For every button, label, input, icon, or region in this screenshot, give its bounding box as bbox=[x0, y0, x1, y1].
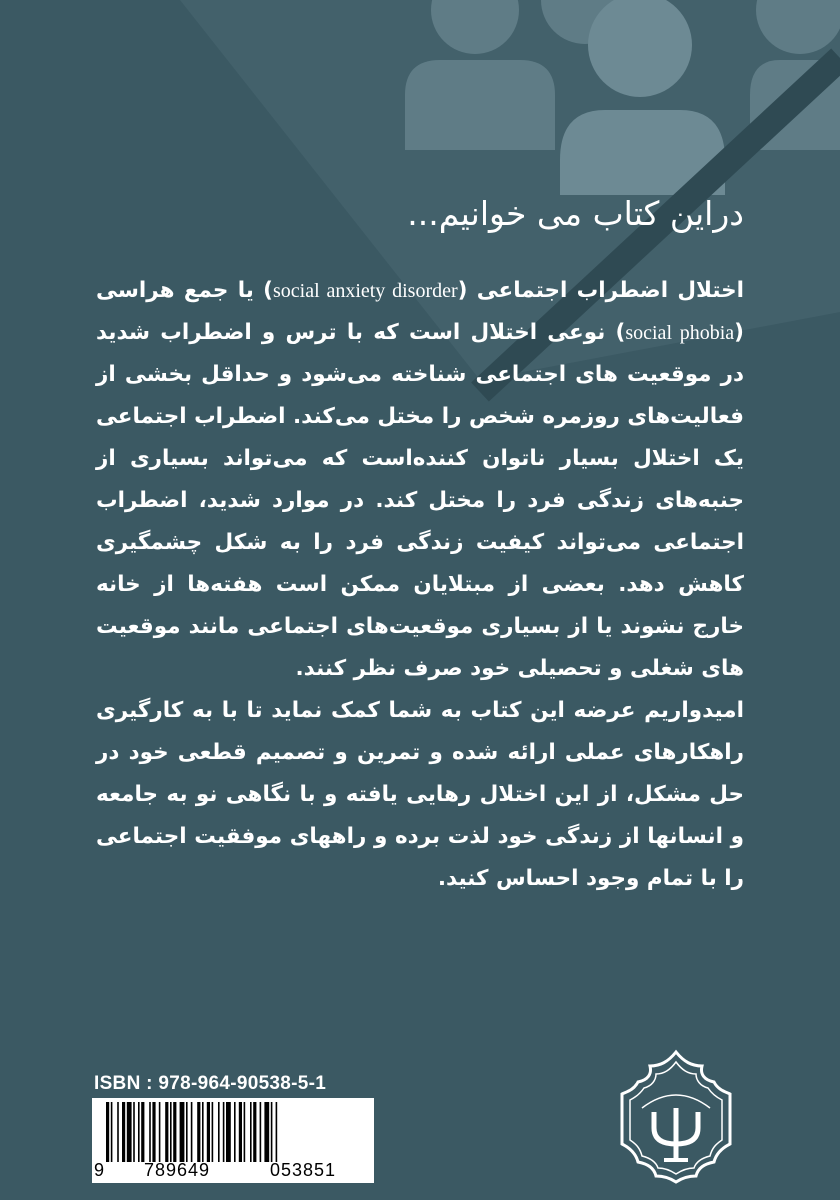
barcode-right-group: 053851 bbox=[270, 1160, 337, 1180]
barcode-bar bbox=[239, 1102, 242, 1162]
paragraph-intro bbox=[96, 270, 744, 690]
barcode-bar bbox=[191, 1102, 193, 1162]
barcode-left-group: 789649 bbox=[144, 1160, 211, 1180]
page-title: دراین کتاب می خوانیم... bbox=[407, 194, 744, 233]
description-text bbox=[96, 270, 744, 900]
barcode-bar bbox=[117, 1102, 119, 1162]
barcode-bar bbox=[223, 1102, 225, 1162]
barcode-bar bbox=[218, 1102, 220, 1162]
barcode-bar bbox=[207, 1102, 210, 1162]
barcode-bar bbox=[122, 1102, 125, 1162]
barcode-bar bbox=[170, 1102, 172, 1162]
barcode-bar bbox=[186, 1102, 188, 1162]
barcode-bars bbox=[106, 1102, 368, 1162]
barcode-bar bbox=[202, 1102, 204, 1162]
barcode-bar bbox=[250, 1102, 252, 1162]
barcode-bar bbox=[260, 1102, 262, 1162]
barcode-bar bbox=[138, 1102, 140, 1162]
barcode-bar bbox=[152, 1102, 155, 1162]
barcode-bar bbox=[244, 1102, 246, 1162]
barcode-bar bbox=[133, 1102, 135, 1162]
barcode-bar bbox=[271, 1102, 273, 1162]
barcode-first-digit: 9 bbox=[94, 1160, 105, 1180]
barcode-bar bbox=[106, 1102, 109, 1162]
term-social-phobia: social phobia bbox=[625, 322, 735, 344]
paragraph-intro-start: اختلال اضطراب اجتماعی ( bbox=[457, 278, 744, 303]
barcode-bar bbox=[253, 1102, 256, 1162]
psi-emblem-icon bbox=[618, 1048, 734, 1184]
barcode-bar bbox=[111, 1102, 113, 1162]
barcode-bar bbox=[197, 1102, 200, 1162]
term-social-anxiety-disorder: social anxiety disorder bbox=[272, 280, 458, 302]
paragraph-intro-mid: ) یا جمع هراسی ( bbox=[96, 278, 744, 345]
barcode-bar bbox=[276, 1102, 278, 1162]
barcode bbox=[92, 1098, 374, 1183]
barcode-bar bbox=[159, 1102, 161, 1162]
barcode-bar bbox=[149, 1102, 151, 1162]
barcode-bar bbox=[234, 1102, 236, 1162]
barcode-bar bbox=[212, 1102, 214, 1162]
barcode-digits bbox=[92, 1160, 374, 1182]
barcode-bar bbox=[226, 1102, 231, 1162]
barcode-bar bbox=[165, 1102, 168, 1162]
barcode-bar bbox=[127, 1102, 132, 1162]
paragraph-intro-rest: ) نوعی اختلال است که با ترس و اضطراب شدید در موقعیت های اجتماعی شناخته می‌شود و حداقل بخشی از فعالیت‌های روزمره شخص را مختل می‌کند. اضطراب اجتماعی یک اختلال بسیار ناتوان کننده‌است که می‌تواند بسیاری از جنبه‌های زندگی فرد را مختل کند. در موارد شدید، اضطراب اجتماعی می‌تواند کیفیت زندگی فرد را به شکل چشمگیری کاهش دهد. بعضی از مبتلایان ممکن است هفته‌ها از خانه خارج نشوند یا از بسیاری موقعیت‌های اجتماعی مانند موقعیت های شغلی و تحصیلی خود صرف نظر کنند. bbox=[96, 320, 744, 681]
barcode-bar bbox=[264, 1102, 269, 1162]
barcode-bar bbox=[180, 1102, 185, 1162]
barcode-bar bbox=[141, 1102, 144, 1162]
isbn-label: ISBN : 978-964-90538-5-1 bbox=[94, 1073, 327, 1094]
paragraph-closing: امیدواریم عرضه این کتاب به شما کمک نماید تا با به کارگیری راهکارهای عملی ارائه شده و تمرین و تصمیم قطعی خود در حل مشکل، از این اختلال رهایی یافته و با نگاهی نو به جامعه و انسانها از زندگی خود لذت برده و راههای موفقیت اجتماعی را با تمام وجود احساس کنید. bbox=[96, 698, 744, 891]
barcode-bar bbox=[173, 1102, 176, 1162]
